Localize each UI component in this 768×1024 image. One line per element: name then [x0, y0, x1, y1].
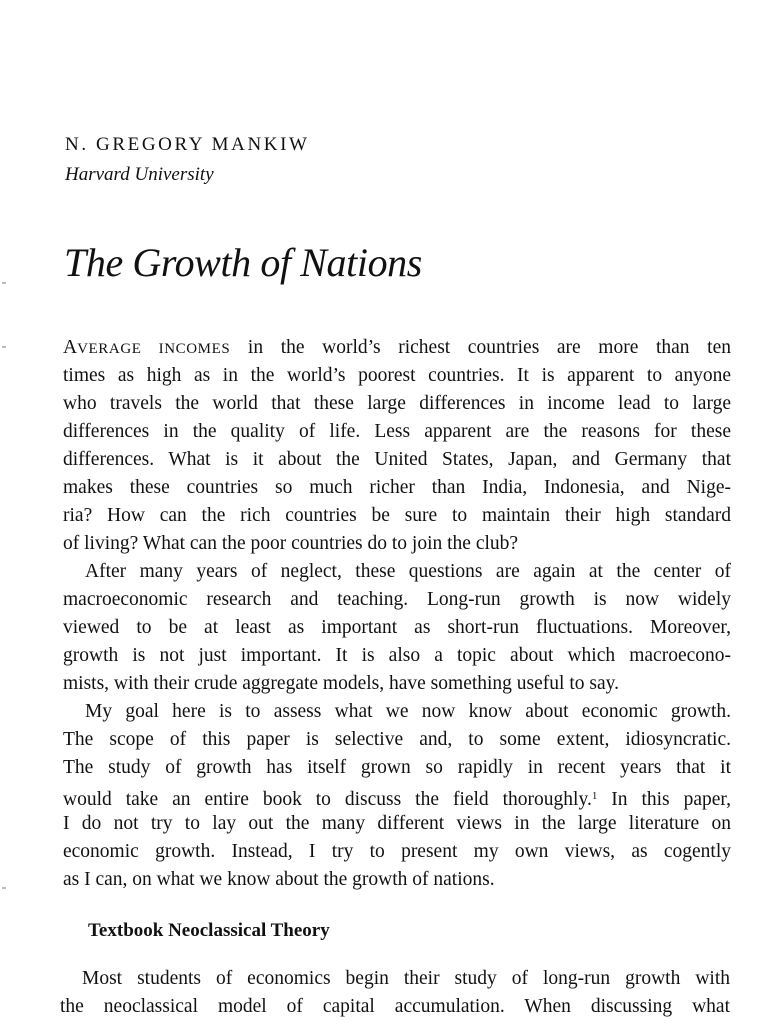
- margin-mark: [2, 282, 6, 284]
- text-line: ria? How can the rich countries be sure to maintain their high standard: [63, 505, 731, 526]
- text-line: makes these countries so much richer than India, Indonesia, and Nige-: [63, 477, 731, 498]
- author-affiliation: Harvard University: [65, 164, 214, 185]
- text-line: differences. What is it about the United States, Japan, and Germany that: [63, 449, 731, 470]
- text-line: differences in the quality of life. Less apparent are the reasons for these: [63, 421, 731, 442]
- text-line: growth is not just important. It is also a topic about which macroecono-: [63, 645, 731, 666]
- text-segment: In this paper,: [597, 789, 731, 810]
- text-line: After many years of neglect, these questions are again at the center of: [85, 561, 731, 582]
- text-segment: would take an entire book to discuss the field thoroughly.: [63, 789, 592, 810]
- small-caps-lead: VERAGE INCOMES: [77, 341, 231, 357]
- paper-title: The Growth of Nations: [64, 240, 422, 285]
- body-text: [63, 334, 731, 894]
- small-caps-initial: A: [63, 337, 78, 358]
- text-line: Most students of economics begin their study of long-run growth with: [82, 968, 730, 989]
- text-line: times as high as in the world’s poorest countries. It is apparent to anyone: [63, 365, 731, 386]
- margin-mark: [2, 887, 6, 889]
- author-name: N. GREGORY MANKIW: [65, 134, 310, 155]
- margin-mark: [2, 346, 6, 348]
- text-line: My goal here is to assess what we now know about economic growth.: [85, 701, 731, 722]
- text-line: mists, with their crude aggregate models, have something useful to say.: [63, 673, 619, 694]
- text-line: The study of growth has itself grown so rapidly in recent years that it: [63, 757, 731, 778]
- text-line: the neoclassical model of capital accumulation. When discussing what: [60, 996, 730, 1017]
- text-line: as I can, on what we know about the growth of nations.: [63, 869, 495, 890]
- section-heading: Textbook Neoclassical Theory: [88, 920, 330, 941]
- paragraph: [63, 558, 731, 698]
- section-body: [60, 965, 730, 1021]
- text-line: macroeconomic research and teaching. Long-run growth is now widely: [63, 589, 731, 610]
- footnote-marker[interactable]: 1: [591, 790, 598, 802]
- text-line: The scope of this paper is selective and, to some extent, idiosyncratic.: [63, 729, 731, 750]
- text-line-rest: in the world’s richest countries are more than ten: [230, 337, 731, 358]
- text-line: who travels the world that these large differences in income lead to large: [63, 393, 731, 414]
- paragraph: [63, 698, 731, 894]
- paragraph: [63, 334, 731, 558]
- text-line: of living? What can the poor countries do to join the club?: [63, 533, 519, 554]
- text-line: I do not try to lay out the many different views in the large literature on: [63, 813, 731, 834]
- text-line: [63, 782, 731, 810]
- text-line: viewed to be at least as important as short-run fluctuations. Moreover,: [63, 617, 731, 638]
- text-line: economic growth. Instead, I try to present my own views, as cogently: [63, 841, 731, 862]
- text-line: [63, 334, 731, 362]
